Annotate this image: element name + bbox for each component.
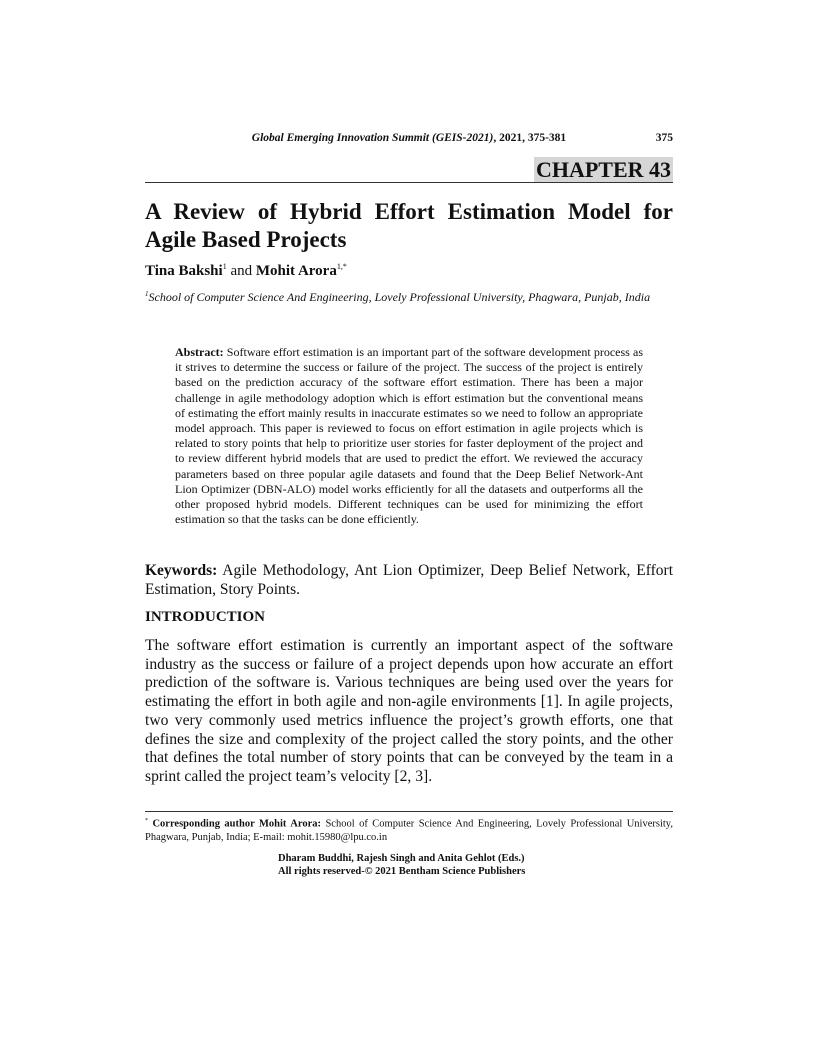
keywords-text: Agile Methodology, Ant Lion Optimizer, Deep Belief Network, Effort Estimation, Story Points. [145, 562, 673, 598]
conference-name: Global Emerging Innovation Summit (GEIS-2021) [251, 132, 494, 144]
footnote-divider [145, 811, 673, 812]
footnote [145, 815, 673, 844]
footnote-marker: * [145, 818, 148, 824]
keywords [145, 561, 673, 599]
author-name: Tina Bakshi [145, 263, 223, 279]
affiliation-marker: 1 [145, 290, 149, 298]
footnote-text: School of Computer Science And Engineering, Lovely Professional University, Phagwara, Punjab, India; E-mail: mohit.15980@lpu.co.in [145, 818, 673, 843]
author-affiliation-marker: 1,* [336, 262, 347, 271]
affiliation-text: School of Computer Science And Engineering, Lovely Professional University, Phagwara, Punjab, India [148, 290, 651, 304]
editors-line: Dharam Buddhi, Rajesh Singh and Anita Gehlot (Eds.) [278, 853, 525, 864]
section-heading: INTRODUCTION [145, 609, 266, 625]
page-number: 375 [655, 132, 673, 144]
introduction-paragraph: The software effort estimation is currently an important aspect of the software industry as the success or failure of a project depends upon how accurate an effort prediction of the software is. Various techniques are being used over the years for estimating the effort in both agile and non-agile environments [1]. In agile projects, two very commonly used metrics influence the project’s growth efforts, one that defines the size and complexity of the project called the story points, and the other that defines the total number of story points that can be conveyed by the team in a sprint called the project team’s velocity [2, 3]. [145, 637, 673, 785]
abstract [175, 345, 643, 527]
affiliation [145, 286, 673, 305]
publisher-info [278, 852, 525, 878]
conference-details: , 2021, 375-381 [493, 132, 567, 144]
chapter-label: CHAPTER 43 [535, 157, 671, 182]
author-conjunction: and [226, 263, 256, 279]
abstract-label: Abstract: [175, 345, 224, 359]
footnote-label: Corresponding author Mohit Arora: [152, 818, 321, 830]
author-name: Mohit Arora [255, 263, 337, 279]
keywords-label: Keywords: [145, 562, 218, 579]
running-header [145, 132, 673, 144]
author-list [145, 262, 347, 280]
paper-title: A Review of Hybrid Effort Estimation Model for Agile Based Projects [145, 199, 673, 252]
author-affiliation-marker: 1 [222, 262, 227, 271]
abstract-text: Software effort estimation is an important part of the software development process as it strives to determine the success or failure of the project. The success of the project is entirely based on the prediction accuracy of the software effort estimation. There has been a major challenge in agile methodology adoption which is effort estimation but the conventional means of estimating the effort mainly results in inaccurate estimates so we need to follow an appropriate model approach. This paper is reviewed to focus on effort estimation in agile projects which is related to story points that help to prioritize user stories for faster deployment of the project and to review different hybrid models that are used to predict the effort. We reviewed the accuracy parameters based on three popular agile datasets and found that the Deep Belief Network-Ant Lion Optimizer (DBN-ALO) model works efficiently for all the datasets and outperforms all the other proposed hybrid models. Different techniques can be used for minimizing the effort estimation so that the tasks can be done efficiently. [175, 345, 643, 527]
chapter-banner [145, 157, 673, 183]
rights-line: All rights reserved-© 2021 Bentham Science Publishers [278, 866, 526, 877]
